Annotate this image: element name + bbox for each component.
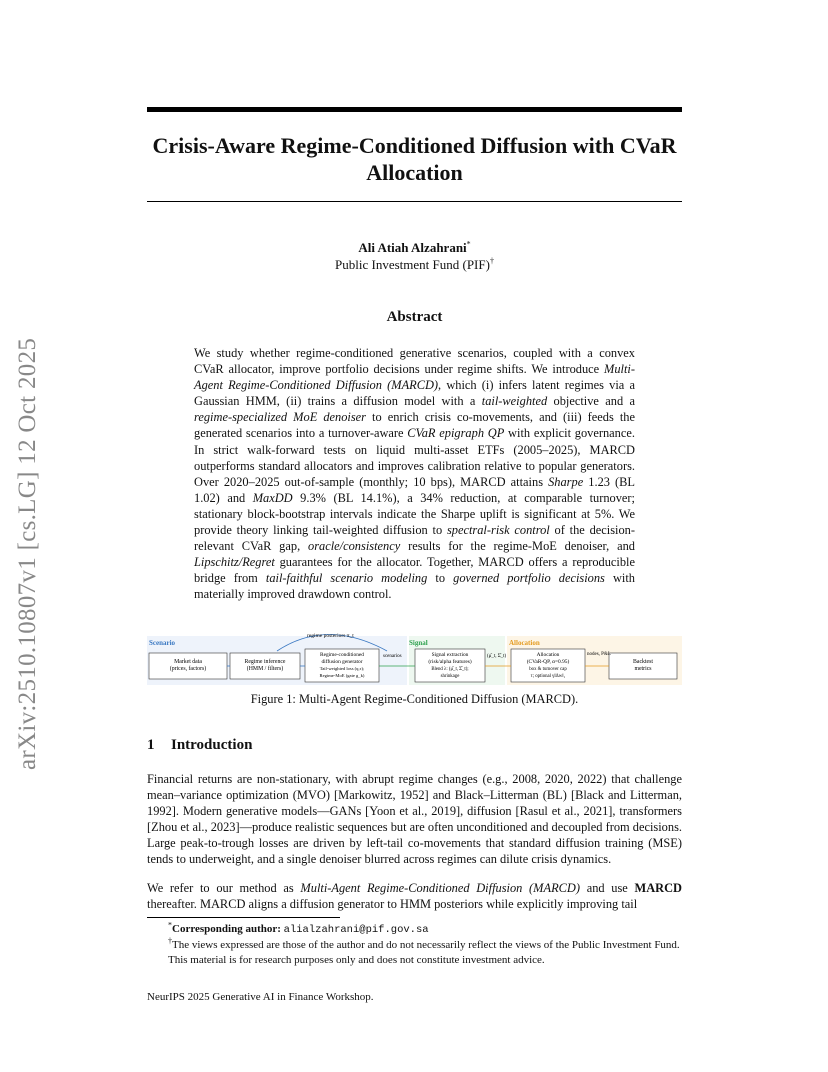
box-line: Signal extraction xyxy=(431,652,469,658)
abstract-segment: to enrich crisis co-movements, and (iii) feeds the generated scenarios into a turnover-aware xyxy=(194,410,635,441)
abstract-segment: Lipschitz/Regret xyxy=(194,555,275,570)
author-email[interactable]: alialzahrani@pif.gov.sa xyxy=(283,924,429,936)
abstract-segment: Multi-Agent Regime-Conditioned Diffusion (MARCD) xyxy=(194,362,635,393)
fn2-text: The views expressed are those of the author and do not necessarily reflect the views of the Public Investment Fund. This material is for research purposes only and does not constitute investment advice. xyxy=(168,939,680,966)
box-line: Regime-MoE (gate g_k) xyxy=(319,673,365,678)
box-line: τ; optional γ‖Δw‖₁ xyxy=(530,674,566,679)
abstract-segment: Sharpe xyxy=(548,474,584,489)
intro-segment: Multi-Agent Regime-Conditioned Diffusion (MARCD) xyxy=(300,881,580,895)
edge-label-scenarios: scenarios xyxy=(383,654,402,659)
intro-paragraph-2 xyxy=(147,880,682,912)
abstract-segment: guarantees for the allocator. Together, MARCD offers a reproducible bridge from xyxy=(194,555,635,586)
arxiv-watermark: arXiv:2510.10807v1 [cs.LG] 12 Oct 2025 xyxy=(14,337,41,770)
fn1-label: Corresponding author: xyxy=(172,923,281,935)
footnote-corresponding xyxy=(168,922,682,938)
abstract-body xyxy=(194,345,635,603)
figure-caption: Figure 1: Multi-Agent Regime-Conditioned Diffusion (MARCD). xyxy=(250,692,579,706)
abstract-segment: regime-specialized MoE denoiser xyxy=(194,410,366,425)
box-line: Allocation xyxy=(536,652,560,658)
section-number: 1 xyxy=(147,737,155,753)
box-line: Market data xyxy=(174,659,202,665)
intro-segment: We refer to our method as xyxy=(147,881,301,895)
abstract-segment: to xyxy=(427,571,454,586)
box-signal-extraction xyxy=(415,649,485,682)
box-line: Regime inference xyxy=(244,659,286,665)
box-line: shrinkage xyxy=(440,674,460,679)
abstract-segment: with materially improved drawdown control. xyxy=(194,571,635,602)
affiliation: Public Investment Fund (PIF) xyxy=(335,257,490,272)
abstract-segment: governed portfolio decisions xyxy=(453,571,605,586)
abstract-segment: spectral-risk control xyxy=(446,523,550,538)
abstract-segment: results for the regime-MoE denoiser, and xyxy=(400,539,635,554)
title-top-rule xyxy=(147,107,682,112)
intro-segment: and use xyxy=(580,881,635,895)
box-line: Regime-conditioned xyxy=(319,652,365,658)
abstract-segment: 9.3% (BL 14.1%), a 34% reduction, at comparable turnover; stationary block-bootstrap intervals indicate the Sharpe uplift is significant at 5%. We provide theory linking tail-weighted diffusion to xyxy=(194,490,635,538)
footnote-rule xyxy=(147,917,340,918)
footnote-disclaimer xyxy=(168,938,682,967)
group-label-scenario: Scenario xyxy=(149,639,176,647)
edge-label-nodes: nodes, P&L xyxy=(587,652,611,657)
box-line: Blend λ: (μ̂_t, Σ̂_t); xyxy=(431,667,469,672)
intro-paragraph-1: Financial returns are non-stationary, with abrupt regime changes (e.g., 2008, 2020, 2022) that challenge mean–variance optimization (MVO) [Markowitz, 1952] and Black–Litterman (BL) [Black and Litterman, 1992]. Modern generative models—GANs [Yoon et al., 2019], diffusion [Rasul et al., 2021], transformers [Zhou et al., 2023]—produce realistic sequences but are often unconditioned and decoupled from decisions. Large peak-to-trough losses are driven by left-tail co-movements that standard diffusion training (MSE) tends to underweight, and a single denoiser blurred across regimes can dilute crisis dynamics. xyxy=(147,772,682,867)
abstract-segment: 1.23 (BL 1.02) and xyxy=(194,474,635,505)
abstract-segment: objective and a xyxy=(547,394,635,409)
abstract-segment: MaxDD xyxy=(252,490,293,505)
author-name: Ali Atiah Alzahrani xyxy=(358,240,467,255)
edge-label-mu-sigma: (μ̂_t, Σ̂_t) xyxy=(487,654,507,659)
intro-segment: MARCD xyxy=(634,881,683,895)
box-allocation xyxy=(511,649,585,682)
arc-label: regime posteriors π_t xyxy=(307,633,354,639)
pipeline-figure xyxy=(147,622,682,686)
box-line: (prices, factors) xyxy=(169,666,207,672)
box-line: Backtest xyxy=(633,659,653,665)
affiliation-mark: † xyxy=(489,256,494,266)
group-label-allocation: Allocation xyxy=(509,639,540,647)
intro-segment: thereafter. MARCD aligns a diffusion generator to HMM posteriors while explicitly improving tail xyxy=(147,897,638,912)
group-label-signal: Signal xyxy=(409,639,428,647)
box-market-data xyxy=(149,653,227,679)
abstract-heading: Abstract xyxy=(386,309,443,325)
box-line: (CVaR-QP, α=0.95) xyxy=(526,659,570,665)
fn2-mark: † xyxy=(168,936,172,946)
abstract-segment: , which (i) infers latent regimes via a Gaussian HMM, (ii) trains a diffusion model with a xyxy=(194,378,635,409)
box-backtest xyxy=(609,653,677,679)
abstract-segment: tail-faithful scenario modeling xyxy=(265,571,428,586)
box-line: metrics xyxy=(634,666,652,672)
title-bottom-rule xyxy=(147,201,682,202)
venue-footer: NeurIPS 2025 Generative AI in Finance Workshop. xyxy=(147,991,374,1003)
abstract-segment: of the decision-relevant CVaR gap, xyxy=(194,523,635,554)
abstract-segment: We study whether regime-conditioned generative scenarios, coupled with a convex CVaR allocator, improve portfolio decisions under regime shifts. We introduce xyxy=(194,346,635,377)
box-line: (risk/alpha features) xyxy=(428,659,472,665)
abstract-segment: with explicit governance. In strict walk-forward tests on liquid multi-asset ETFs (2005–2025), MARCD outperforms standard allocators and improves calibration relative to popular generators. Over 2020–2025 out-of-sample (monthly; 10 bps), MARCD attains xyxy=(194,426,635,489)
section-title: Introduction xyxy=(171,737,253,753)
box-line: Tail-weighted loss (q,τ); xyxy=(319,666,365,671)
box-line: diffusion generator xyxy=(321,659,363,665)
abstract-segment: oracle/consistency xyxy=(308,539,401,554)
author-mark: * xyxy=(466,239,471,249)
paper-title: Crisis-Aware Regime-Conditioned Diffusion with CVaR Allocation xyxy=(152,133,677,185)
author-block xyxy=(147,239,682,273)
fn1-mark: * xyxy=(168,920,172,930)
abstract-segment: tail-weighted xyxy=(481,394,548,409)
box-line: box & turnover cap xyxy=(529,667,567,672)
box-regime-inference xyxy=(230,653,300,679)
section-heading xyxy=(147,737,252,754)
box-line: (HMM / filters) xyxy=(246,666,284,672)
abstract-segment: CVaR epigraph QP xyxy=(407,426,505,441)
box-diffusion-generator xyxy=(305,649,379,682)
